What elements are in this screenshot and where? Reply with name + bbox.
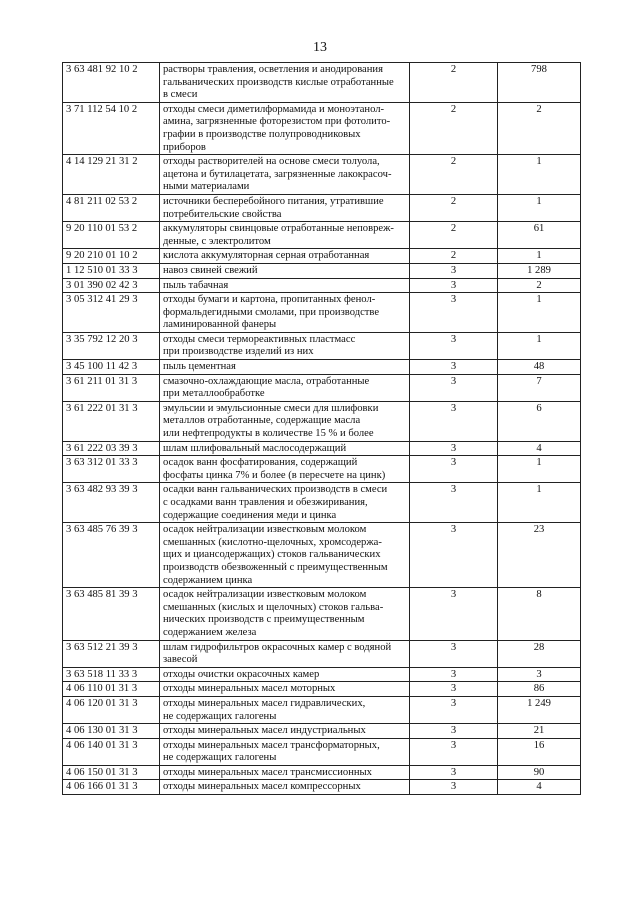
table-row: [63, 102, 581, 154]
hazard-class-cell: 2: [410, 249, 498, 264]
waste-name-cell: эмульсии и эмульсионные смеси для шлифовки металлов отработанные, содержащие масла или нефтепродукты в количестве 15 % и более: [160, 401, 410, 441]
hazard-class-cell: 3: [410, 360, 498, 375]
quantity-cell: 8: [498, 588, 581, 640]
waste-name-cell: шлам шлифовальный маслосодержащий: [160, 441, 410, 456]
table-row: [63, 222, 581, 249]
quantity-cell: 7: [498, 374, 581, 401]
waste-code-cell: 4 06 150 01 31 3: [63, 765, 160, 780]
quantity-cell: 1: [498, 293, 581, 333]
table-row: [63, 724, 581, 739]
waste-code-cell: 4 06 110 01 31 3: [63, 682, 160, 697]
table-row: [63, 483, 581, 523]
page-number: 13: [313, 40, 327, 55]
waste-name-cell: отходы минеральных масел трансформаторных, не содержащих галогены: [160, 738, 410, 765]
waste-code-cell: 3 71 112 54 10 2: [63, 102, 160, 154]
hazard-class-cell: 3: [410, 588, 498, 640]
quantity-cell: 48: [498, 360, 581, 375]
quantity-cell: 2: [498, 102, 581, 154]
hazard-class-cell: 3: [410, 765, 498, 780]
hazard-class-cell: 3: [410, 278, 498, 293]
table-row: [63, 696, 581, 723]
table-row: [63, 249, 581, 264]
hazard-class-cell: 3: [410, 483, 498, 523]
quantity-cell: 1 249: [498, 696, 581, 723]
hazard-class-cell: 3: [410, 374, 498, 401]
quantity-cell: 1: [498, 249, 581, 264]
quantity-cell: 28: [498, 640, 581, 667]
hazard-class-cell: 3: [410, 724, 498, 739]
waste-name-cell: отходы смеси термореактивных пластмасс при производстве изделий из них: [160, 332, 410, 359]
waste-name-cell: отходы растворителей на основе смеси толуола, ацетона и бутилацетата, загрязненные лакокрасоч- ными материалами: [160, 155, 410, 195]
waste-code-cell: 4 06 130 01 31 3: [63, 724, 160, 739]
waste-code-cell: 3 01 390 02 42 3: [63, 278, 160, 293]
waste-code-cell: 4 06 140 01 31 3: [63, 738, 160, 765]
table-row: [63, 456, 581, 483]
hazard-class-cell: 3: [410, 523, 498, 588]
waste-name-cell: осадок нейтрализации известковым молоком смешанных (кислотно-щелочных, хромсодержа- щих и циансодержащих) стоков гальванических производств обезвоженный с преимущественным содержанием цинка: [160, 523, 410, 588]
waste-name-cell: отходы очистки окрасочных камер: [160, 667, 410, 682]
hazard-class-cell: 3: [410, 667, 498, 682]
quantity-cell: 6: [498, 401, 581, 441]
table-row: [63, 523, 581, 588]
waste-code-cell: 3 61 211 01 31 3: [63, 374, 160, 401]
waste-name-cell: осадок ванн фосфатирования, содержащий фосфаты цинка 7% и более (в пересчете на цинк): [160, 456, 410, 483]
waste-name-cell: осадок нейтрализации известковым молоком смешанных (кислых и щелочных) стоков гальва- нических производств с преимущественным содержанием железа: [160, 588, 410, 640]
waste-name-cell: отходы минеральных масел компрессорных: [160, 780, 410, 795]
hazard-class-cell: 3: [410, 293, 498, 333]
quantity-cell: 16: [498, 738, 581, 765]
waste-code-cell: 4 06 166 01 31 3: [63, 780, 160, 795]
hazard-class-cell: 3: [410, 780, 498, 795]
table-row: [63, 640, 581, 667]
waste-name-cell: отходы бумаги и картона, пропитанных фенол- формальдегидными смолами, при производстве ламинированной фанеры: [160, 293, 410, 333]
hazard-class-cell: 2: [410, 102, 498, 154]
waste-code-cell: 3 63 481 92 10 2: [63, 63, 160, 103]
hazard-class-cell: 2: [410, 194, 498, 221]
quantity-cell: 1: [498, 332, 581, 359]
waste-name-cell: отходы минеральных масел индустриальных: [160, 724, 410, 739]
table-row: [63, 155, 581, 195]
waste-code-cell: 4 81 211 02 53 2: [63, 194, 160, 221]
table-row: [63, 441, 581, 456]
quantity-cell: 23: [498, 523, 581, 588]
quantity-cell: 4: [498, 780, 581, 795]
waste-name-cell: смазочно-охлаждающие масла, отработанные при металлообработке: [160, 374, 410, 401]
waste-code-cell: 3 63 518 11 33 3: [63, 667, 160, 682]
waste-code-cell: 3 63 485 76 39 3: [63, 523, 160, 588]
table-row: [63, 293, 581, 333]
quantity-cell: 4: [498, 441, 581, 456]
waste-name-cell: навоз свиней свежий: [160, 263, 410, 278]
waste-code-cell: 3 63 512 21 39 3: [63, 640, 160, 667]
waste-name-cell: пыль табачная: [160, 278, 410, 293]
waste-name-cell: кислота аккумуляторная серная отработанная: [160, 249, 410, 264]
table-row: [63, 360, 581, 375]
hazard-class-cell: 2: [410, 155, 498, 195]
quantity-cell: 1 289: [498, 263, 581, 278]
table-row: [63, 682, 581, 697]
quantity-cell: 90: [498, 765, 581, 780]
quantity-cell: 1: [498, 155, 581, 195]
waste-table: [62, 62, 581, 795]
waste-code-cell: 3 63 482 93 39 3: [63, 483, 160, 523]
waste-code-cell: 3 61 222 03 39 3: [63, 441, 160, 456]
quantity-cell: 3: [498, 667, 581, 682]
table-row: [63, 374, 581, 401]
hazard-class-cell: 3: [410, 441, 498, 456]
waste-code-cell: 3 45 100 11 42 3: [63, 360, 160, 375]
hazard-class-cell: 3: [410, 696, 498, 723]
quantity-cell: 61: [498, 222, 581, 249]
waste-code-cell: 3 61 222 01 31 3: [63, 401, 160, 441]
waste-code-cell: 1 12 510 01 33 3: [63, 263, 160, 278]
table-row: [63, 401, 581, 441]
quantity-cell: 1: [498, 456, 581, 483]
table-row: [63, 332, 581, 359]
waste-name-cell: аккумуляторы свинцовые отработанные неповреж- денные, с электролитом: [160, 222, 410, 249]
hazard-class-cell: 3: [410, 682, 498, 697]
hazard-class-cell: 3: [410, 640, 498, 667]
hazard-class-cell: 3: [410, 263, 498, 278]
waste-table-body: [63, 63, 581, 795]
waste-code-cell: 4 14 129 21 31 2: [63, 155, 160, 195]
hazard-class-cell: 2: [410, 63, 498, 103]
quantity-cell: 1: [498, 194, 581, 221]
waste-name-cell: источники бесперебойного питания, утратившие потребительские свойства: [160, 194, 410, 221]
waste-name-cell: осадки ванн гальванических производств в смеси с осадками ванн травления и обезжиривания, содержащие соединения меди и цинка: [160, 483, 410, 523]
hazard-class-cell: 2: [410, 222, 498, 249]
quantity-cell: 21: [498, 724, 581, 739]
table-row: [63, 588, 581, 640]
table-row: [63, 278, 581, 293]
table-row: [63, 194, 581, 221]
waste-name-cell: отходы смеси диметилформамида и моноэтанол- амина, загрязненные фоторезистом при фотолито- графии в производстве полупроводниковых приборов: [160, 102, 410, 154]
waste-code-cell: 9 20 110 01 53 2: [63, 222, 160, 249]
quantity-cell: 86: [498, 682, 581, 697]
waste-code-cell: 3 05 312 41 29 3: [63, 293, 160, 333]
waste-name-cell: пыль цементная: [160, 360, 410, 375]
quantity-cell: 2: [498, 278, 581, 293]
waste-code-cell: 4 06 120 01 31 3: [63, 696, 160, 723]
waste-name-cell: отходы минеральных масел гидравлических, не содержащих галогены: [160, 696, 410, 723]
hazard-class-cell: 3: [410, 332, 498, 359]
waste-name-cell: отходы минеральных масел трансмиссионных: [160, 765, 410, 780]
waste-code-cell: 3 63 312 01 33 3: [63, 456, 160, 483]
hazard-class-cell: 3: [410, 401, 498, 441]
waste-code-cell: 3 35 792 12 20 3: [63, 332, 160, 359]
quantity-cell: 798: [498, 63, 581, 103]
table-row: [63, 780, 581, 795]
table-row: [63, 63, 581, 103]
table-row: [63, 738, 581, 765]
hazard-class-cell: 3: [410, 456, 498, 483]
waste-name-cell: шлам гидрофильтров окрасочных камер с водяной завесой: [160, 640, 410, 667]
waste-code-cell: 3 63 485 81 39 3: [63, 588, 160, 640]
waste-name-cell: растворы травления, осветления и анодирования гальванических производств кислые отработанные в смеси: [160, 63, 410, 103]
waste-name-cell: отходы минеральных масел моторных: [160, 682, 410, 697]
waste-code-cell: 9 20 210 01 10 2: [63, 249, 160, 264]
table-row: [63, 667, 581, 682]
quantity-cell: 1: [498, 483, 581, 523]
table-row: [63, 263, 581, 278]
hazard-class-cell: 3: [410, 738, 498, 765]
table-row: [63, 765, 581, 780]
